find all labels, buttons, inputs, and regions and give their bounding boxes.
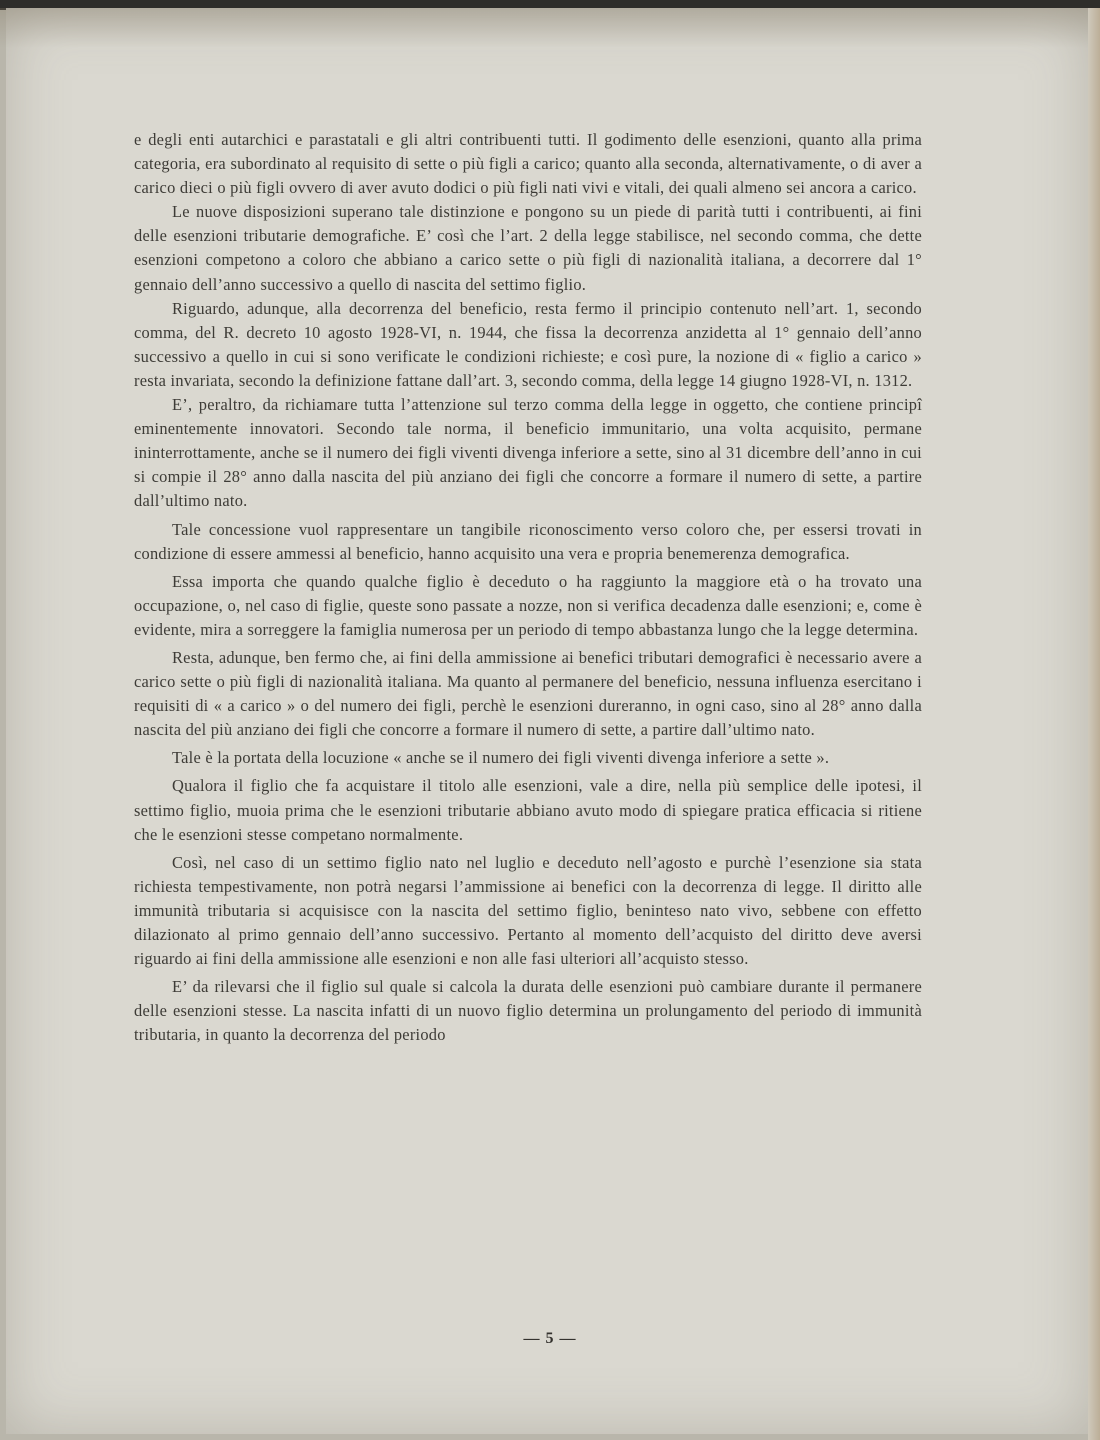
paragraph-8: Tale è la portata della locuzione « anche se il numero dei figli viventi divenga inferiore a sette ». bbox=[172, 748, 830, 768]
page-right-edge bbox=[1088, 8, 1100, 1440]
page-top-shadow bbox=[0, 8, 1100, 48]
paragraph-5: Tale concessione vuol rappresentare un tangibile riconoscimento verso coloro che, per essersi trovati in condizione di essere ammessi al beneficio, hanno acquisito una vera e propria benemerenza demografica. bbox=[134, 519, 922, 563]
paragraph-6: Essa importa che quando qualche figlio è deceduto o ha raggiunto la maggiore età o ha trovato una occupazione, o, nel caso di figlie, queste sono passate a nozze, non si verifica decadenza dalle esenzioni; e, come è evidente, mira a sorreggere la famiglia numerosa per un periodo di tempo abbastanza lungo che la legge determina. bbox=[134, 571, 922, 639]
paragraph-7: Resta, adunque, ben fermo che, ai fini della ammissione ai benefici tributari demografici è necessario avere a carico sette o più figli di nazionalità italiana. Ma quanto al permanere del beneficio, nessuna influenza esercitano i requisiti di « a carico » o del numero dei figli, perchè le esenzioni dureranno, in ogni caso, sino al 28° anno dalla nascita del più anziano dei figli che concorre a formare il numero di sette, a partire dall’ultimo nato. bbox=[134, 647, 922, 740]
paragraph-10: Così, nel caso di un settimo figlio nato nel luglio e deceduto nell’agosto e purchè l’esenzione sia stata richiesta tempestivamente, non potrà negarsi l’ammissione ai benefici con la decorrenza di legge. Il diritto alle immunità tributaria si acquisisce con la nascita del settimo figlio, beninteso nato vivo, sebbene con effetto dilazionato al primo gennaio dell’anno successivo. Pertanto al momento dell’acquisto del diritto deve aversi riguardo ai fini della ammissione alle esenzioni e non alle fasi ulteriori all’acquisto stesso. bbox=[134, 852, 922, 969]
paragraph-2: Le nuove disposizioni superano tale distinzione e pongono su un piede di parità tutti i contribuenti, ai fini delle esenzioni tributarie demografiche. E’ così che l’art. 2 della legge stabilisce, nel secondo comma, che dette esenzioni competono a coloro che abbiano a carico sette o più figli di nazionalità italiana, a decorrere dal 1° gennaio dell’anno successivo a quello di nascita del settimo figlio. bbox=[134, 202, 922, 294]
paragraph-1: e degli enti autarchici e parastatali e gli altri contribuenti tutti. Il godimento delle esenzioni, quanto alla prima categoria, era subordinato al requisito di sette o più figli a carico; quanto alla seconda, alternativamente, o di aver a carico dieci o più figli ovvero di aver avuto dodici o più figli nati vivi e vitali, dei quali almeno sei ancora a carico. bbox=[134, 130, 922, 198]
paragraph-9: Qualora il figlio che fa acquistare il titolo alle esenzioni, vale a dire, nella più semplice delle ipotesi, il settimo figlio, muoia prima che le esenzioni tributarie abbiano avuto modo di spiegare pratica efficacia si ritiene che le esenzioni stesse competano normalmente. bbox=[134, 776, 922, 844]
page-number: — 5 — bbox=[523, 1330, 577, 1347]
paragraph-11: E’ da rilevarsi che il figlio sul quale si calcola la durata delle esenzioni può cambiare durante il permanere delle esenzioni stesse. La nascita infatti di un nuovo figlio determina un prolungamento del periodo di immunità tributaria, in quanto la decorrenza del periodo bbox=[134, 977, 922, 1045]
paragraph-3: Riguardo, adunque, alla decorrenza del beneficio, resta fermo il principio contenuto nell’art. 1, secondo comma, del R. decreto 10 agosto 1928-VI, n. 1944, che fissa la decorrenza anzidetta al 1° gennaio dell’anno successivo a quello in cui si sono verificate le condizioni richieste; e così pure, la nozione di « figlio a carico » resta invariata, secondo la definizione fattane dall’art. 3, secondo comma, della legge 14 giugno 1928-VI, n. 1312. bbox=[134, 298, 922, 390]
paragraph-4: E’, peraltro, da richiamare tutta l’attenzione sul terzo comma della legge in oggetto, che contiene principî eminentemente innovatori. Secondo tale norma, il beneficio immunitario, una volta acquisito, permane ininterrottamente, anche se il numero dei figli viventi divenga inferiore a sette, sino al 31 dicembre dell’anno in cui si compie il 28° anno dalla nascita del più anziano dei figli che concorre a formare il numero di sette, a partire dall’ultimo nato. bbox=[134, 395, 922, 511]
body-text bbox=[134, 128, 922, 1047]
